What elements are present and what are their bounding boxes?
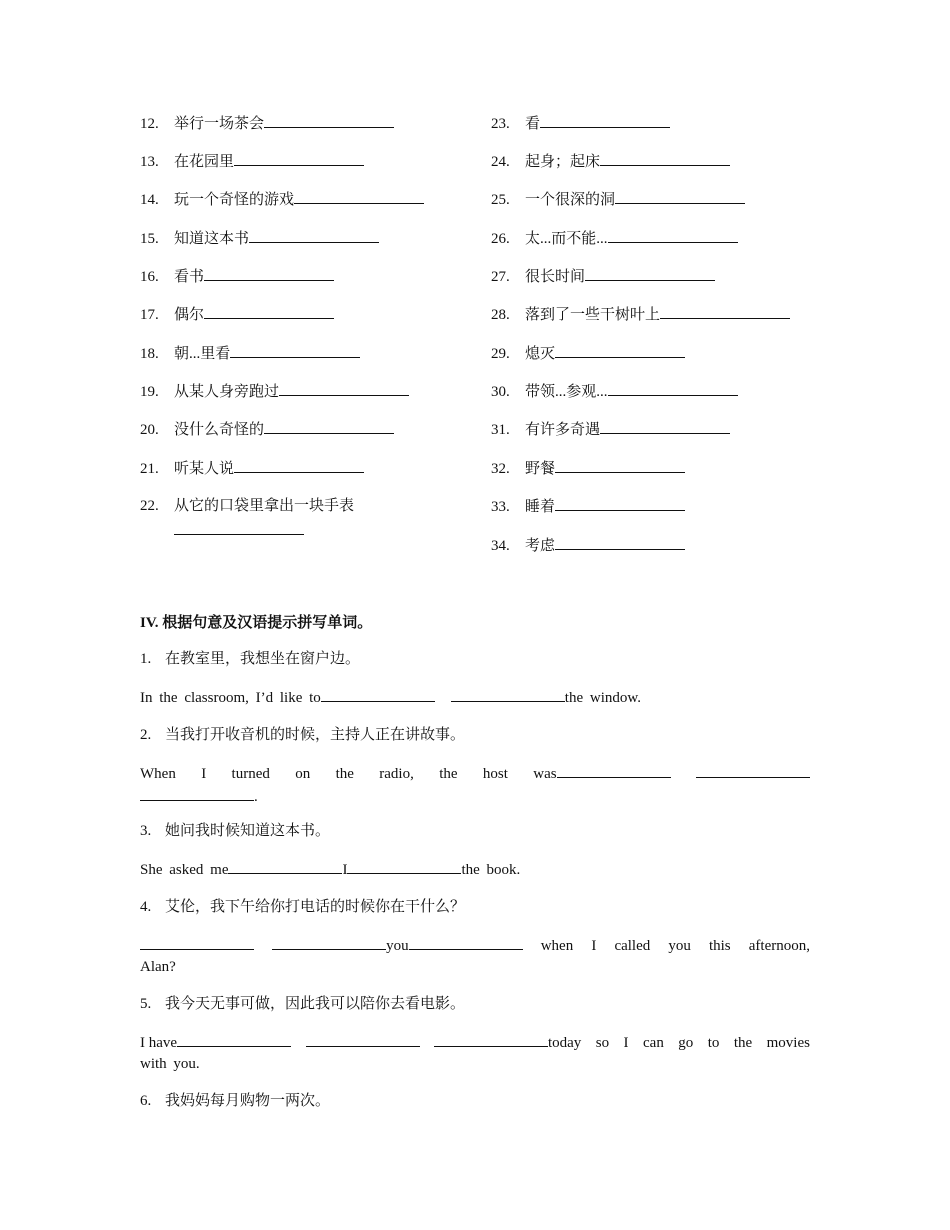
answer-sentence	[140, 859, 520, 880]
phrase-text: 野餐	[525, 461, 556, 477]
sentence-word: I	[201, 766, 207, 782]
sentence-word: the	[335, 766, 354, 782]
answer-blank[interactable]	[585, 266, 715, 281]
phrase-item	[140, 304, 334, 325]
phrase-item	[491, 343, 685, 364]
phrase-text: 熄灭	[525, 346, 556, 362]
phrase-text: 一个很深的洞	[525, 192, 616, 208]
answer-blank[interactable]	[347, 859, 461, 874]
phrase-number: 23.	[491, 116, 510, 132]
answer-blank[interactable]	[177, 1032, 291, 1047]
sentence-word: afternoon,	[748, 938, 810, 954]
sentence-word: called	[614, 938, 651, 954]
phrase-text: 听某人说	[174, 461, 235, 477]
sentence-text: with you.	[140, 1056, 200, 1072]
phrase-item	[491, 189, 745, 210]
question-chinese: 在教室里，我想坐在窗户边。	[165, 651, 361, 667]
phrase-number: 31.	[491, 422, 510, 438]
phrase-text: 玩一个奇怪的游戏	[174, 192, 295, 208]
phrase-item	[140, 381, 409, 402]
phrase-item	[140, 419, 394, 440]
phrase-number: 14.	[140, 192, 159, 208]
sentence-word: the	[439, 766, 458, 782]
answer-blank[interactable]	[306, 1032, 420, 1047]
answer-blank[interactable]	[409, 935, 523, 950]
answer-blank[interactable]	[608, 381, 738, 396]
phrase-item	[491, 496, 685, 517]
sentence-word: radio,	[379, 766, 414, 782]
question-prompt	[140, 821, 330, 841]
phrase-number: 24.	[491, 154, 510, 170]
answer-blank[interactable]	[600, 151, 730, 166]
answer-blank[interactable]	[555, 343, 685, 358]
question-number: 4.	[140, 899, 152, 915]
answer-blank[interactable]	[234, 151, 364, 166]
phrase-text: 看书	[174, 269, 205, 285]
sentence-word: can	[643, 1035, 664, 1051]
answer-blank[interactable]	[600, 419, 730, 434]
answer-blank[interactable]	[557, 763, 671, 778]
answer-sentence	[140, 1032, 810, 1053]
phrase-number: 17.	[140, 307, 159, 323]
answer-blank[interactable]	[615, 189, 745, 204]
answer-blank[interactable]	[555, 458, 685, 473]
answer-blank[interactable]	[264, 113, 394, 128]
question-prompt	[140, 725, 465, 745]
answer-blank[interactable]	[204, 304, 334, 319]
sentence-text: the book.	[461, 862, 521, 878]
phrase-item	[491, 458, 685, 479]
answer-blank[interactable]	[174, 520, 304, 535]
phrase-item	[491, 113, 670, 134]
sentence-word: you	[386, 938, 409, 954]
answer-blank[interactable]	[608, 228, 738, 243]
phrase-item	[491, 419, 730, 440]
phrase-text: 偶尔	[174, 307, 205, 323]
phrase-item	[140, 189, 424, 210]
phrase-text: 看	[525, 116, 541, 132]
answer-blank[interactable]	[140, 935, 254, 950]
sentence-word: on	[295, 766, 311, 782]
phrase-text: 睡着	[525, 499, 556, 515]
phrase-text: 太...而不能...	[525, 231, 608, 247]
answer-blank[interactable]	[272, 935, 386, 950]
sentence-word: turned	[231, 766, 270, 782]
sentence-text: In the classroom, I’d like to	[140, 690, 321, 706]
answer-blank[interactable]	[279, 381, 409, 396]
question-chinese: 她问我时候知道这本书。	[165, 823, 331, 839]
sentence-word: When	[140, 766, 176, 782]
sentence-word: this	[708, 938, 731, 954]
question-prompt	[140, 897, 465, 917]
question-number: 2.	[140, 727, 152, 743]
question-number: 1.	[140, 651, 152, 667]
phrase-text: 从某人身旁跑过	[174, 384, 280, 400]
question-number: 3.	[140, 823, 152, 839]
phrase-number: 32.	[491, 461, 510, 477]
answer-sentence-continuation	[140, 957, 176, 977]
phrase-text: 很长时间	[525, 269, 586, 285]
answer-blank[interactable]	[321, 687, 435, 702]
phrase-number: 30.	[491, 384, 510, 400]
phrase-number: 22.	[140, 498, 159, 514]
sentence-word: the	[733, 1035, 753, 1051]
sentence-word: go	[678, 1035, 694, 1051]
sentence-text: She asked me	[140, 862, 229, 878]
answer-blank[interactable]	[230, 343, 360, 358]
phrase-number: 33.	[491, 499, 510, 515]
phrase-item	[491, 304, 790, 325]
phrase-item	[491, 266, 715, 287]
question-prompt	[140, 994, 465, 1014]
answer-sentence	[140, 687, 641, 708]
phrase-number: 27.	[491, 269, 510, 285]
phrase-item	[491, 381, 738, 402]
answer-blank[interactable]	[249, 228, 379, 243]
sentence-word: to	[707, 1035, 720, 1051]
phrase-number: 20.	[140, 422, 159, 438]
sentence-word: you	[668, 938, 691, 954]
sentence-word: was	[533, 766, 557, 782]
sentence-text: I	[342, 862, 348, 878]
phrase-number: 25.	[491, 192, 510, 208]
phrase-text: 朝...里看	[174, 346, 231, 362]
question-chinese: 我今天无事可做，因此我可以陪你去看电影。	[165, 996, 466, 1012]
question-chinese: 当我打开收音机的时候，主持人正在讲故事。	[165, 727, 466, 743]
phrase-text: 知道这本书	[174, 231, 250, 247]
answer-blank[interactable]	[696, 763, 810, 778]
answer-blank[interactable]	[264, 419, 394, 434]
answer-blank[interactable]	[660, 304, 790, 319]
answer-blank[interactable]	[451, 687, 565, 702]
sentence-word: movies	[766, 1035, 810, 1051]
phrase-number: 28.	[491, 307, 510, 323]
question-number: 6.	[140, 1093, 152, 1109]
sentence-text: Alan?	[140, 959, 176, 975]
phrase-text: 起身；起床	[525, 154, 601, 170]
phrase-text: 有许多奇遇	[525, 422, 601, 438]
question-prompt	[140, 649, 360, 669]
answer-blank[interactable]	[555, 535, 685, 550]
phrase-number: 26.	[491, 231, 510, 247]
phrase-item-continuation	[174, 520, 304, 541]
answer-blank[interactable]	[228, 859, 342, 874]
phrase-number: 16.	[140, 269, 159, 285]
phrase-text: 考虑	[525, 538, 556, 554]
sentence-word: I	[623, 1035, 629, 1051]
phrase-text: 举行一场茶会	[174, 116, 265, 132]
phrase-item	[491, 151, 730, 172]
phrase-text: 没什么奇怪的	[174, 422, 265, 438]
answer-sentence	[140, 935, 810, 956]
sentence-word: today	[547, 1035, 582, 1051]
phrase-item	[491, 228, 738, 249]
phrase-text: 落到了一些干树叶上	[525, 307, 661, 323]
phrase-number: 21.	[140, 461, 159, 477]
answer-sentence-continuation	[140, 786, 258, 807]
sentence-word: host	[482, 766, 508, 782]
phrase-item	[140, 266, 334, 287]
answer-blank[interactable]	[540, 113, 670, 128]
phrase-number: 12.	[140, 116, 159, 132]
answer-blank[interactable]	[234, 458, 364, 473]
section-heading: IV. 根据句意及汉语提示拼写单词。	[140, 615, 373, 631]
sentence-text: the window.	[564, 690, 641, 706]
answer-blank[interactable]	[294, 189, 424, 204]
sentence-word: I have	[140, 1035, 178, 1051]
phrase-number: 13.	[140, 154, 159, 170]
answer-blank[interactable]	[204, 266, 334, 281]
phrase-number: 19.	[140, 384, 159, 400]
answer-blank[interactable]	[434, 1032, 548, 1047]
sentence-word: I	[591, 938, 597, 954]
answer-sentence-continuation	[140, 1054, 200, 1074]
question-prompt	[140, 1091, 330, 1111]
phrase-number: 18.	[140, 346, 159, 362]
sentence-word: so	[595, 1035, 610, 1051]
phrase-text: 在花园里	[174, 154, 235, 170]
sentence-word: when	[540, 938, 574, 954]
phrase-item	[491, 535, 685, 556]
question-number: 5.	[140, 996, 152, 1012]
phrase-number: 34.	[491, 538, 510, 554]
phrase-item	[140, 228, 379, 249]
phrase-item	[140, 113, 394, 134]
phrase-item	[140, 151, 364, 172]
phrase-text: 从它的口袋里拿出一块手表	[174, 498, 355, 514]
answer-blank[interactable]	[555, 496, 685, 511]
question-chinese: 艾伦，我下午给你打电话的时候你在干什么？	[165, 899, 466, 915]
phrase-text: 带领...参观...	[525, 384, 608, 400]
answer-sentence	[140, 763, 810, 784]
phrase-item	[140, 496, 354, 516]
phrase-number: 15.	[140, 231, 159, 247]
question-chinese: 我妈妈每月购物一两次。	[165, 1093, 331, 1109]
sentence-text: .	[254, 789, 258, 805]
phrase-number: 29.	[491, 346, 510, 362]
phrase-item	[140, 458, 364, 479]
phrase-item	[140, 343, 360, 364]
answer-blank[interactable]	[140, 786, 254, 801]
